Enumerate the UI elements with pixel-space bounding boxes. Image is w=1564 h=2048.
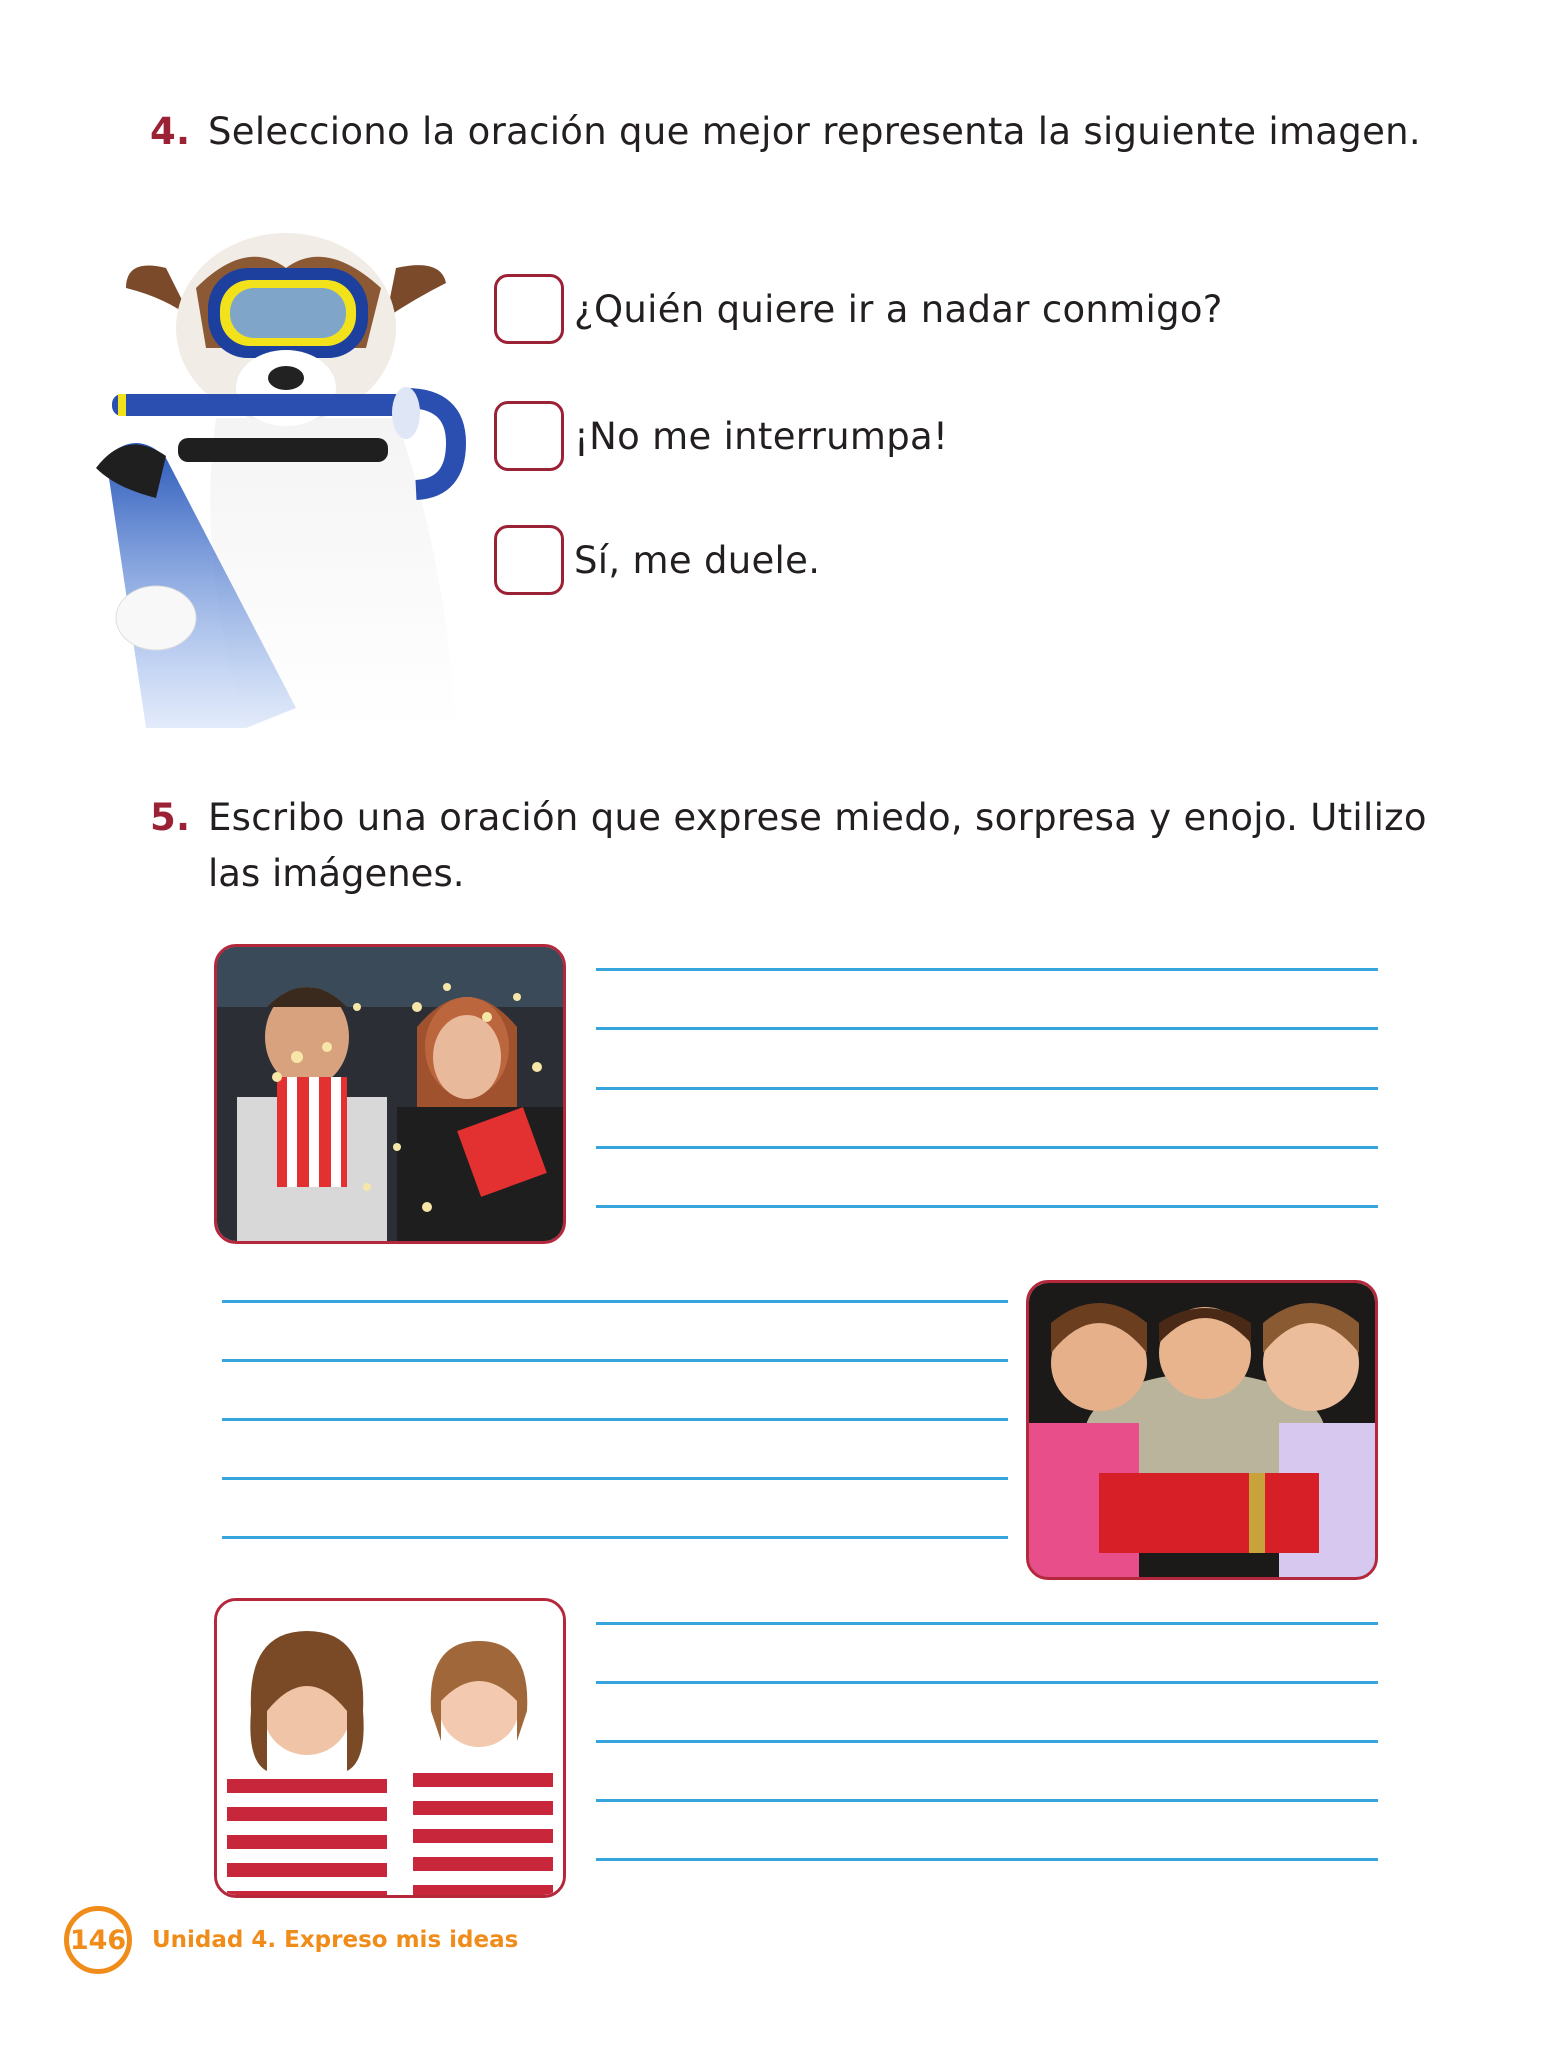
- writing-line[interactable]: [222, 1300, 1008, 1303]
- writing-line[interactable]: [596, 968, 1378, 971]
- writing-line[interactable]: [596, 1205, 1378, 1208]
- question-number: 5.: [150, 796, 191, 839]
- unit-title: Unidad 4. Expreso mis ideas: [152, 1927, 519, 1953]
- option-2[interactable]: [494, 398, 948, 474]
- writing-line[interactable]: [222, 1477, 1008, 1480]
- question-prompt: Selecciono la oración que mejor representa la siguiente imagen.: [208, 110, 1421, 153]
- question-prompt: Escribo una oración que exprese miedo, sorpresa y enojo. Utilizo: [208, 796, 1427, 839]
- writing-line[interactable]: [596, 1146, 1378, 1149]
- option-1[interactable]: [494, 271, 1223, 347]
- option-3-checkbox[interactable]: [494, 525, 564, 595]
- writing-line[interactable]: [596, 1740, 1378, 1743]
- writing-line[interactable]: [222, 1536, 1008, 1539]
- surprise-photo: [1026, 1280, 1378, 1580]
- question-number: 4.: [150, 110, 191, 153]
- writing-line[interactable]: [222, 1418, 1008, 1421]
- option-3-label: Sí, me duele.: [574, 538, 821, 582]
- fear-photo: [214, 944, 566, 1244]
- option-2-label: ¡No me interrumpa!: [574, 414, 949, 458]
- option-3[interactable]: [494, 522, 820, 598]
- writing-line[interactable]: [596, 1622, 1378, 1625]
- question-prompt-continued: las imágenes.: [208, 852, 465, 895]
- writing-line[interactable]: [596, 1858, 1378, 1861]
- snorkel-dog-image: [96, 228, 496, 728]
- page-number: 146: [64, 1906, 132, 1974]
- question-4-title: [150, 104, 1421, 160]
- option-1-label: ¿Quién quiere ir a nadar conmigo?: [574, 287, 1223, 331]
- option-1-checkbox[interactable]: [494, 274, 564, 344]
- writing-line[interactable]: [596, 1799, 1378, 1802]
- writing-line[interactable]: [596, 1681, 1378, 1684]
- writing-line[interactable]: [596, 1027, 1378, 1030]
- anger-photo: [214, 1598, 566, 1898]
- writing-line[interactable]: [222, 1359, 1008, 1362]
- question-5-title: [150, 790, 1427, 846]
- option-2-checkbox[interactable]: [494, 401, 564, 471]
- writing-line[interactable]: [596, 1087, 1378, 1090]
